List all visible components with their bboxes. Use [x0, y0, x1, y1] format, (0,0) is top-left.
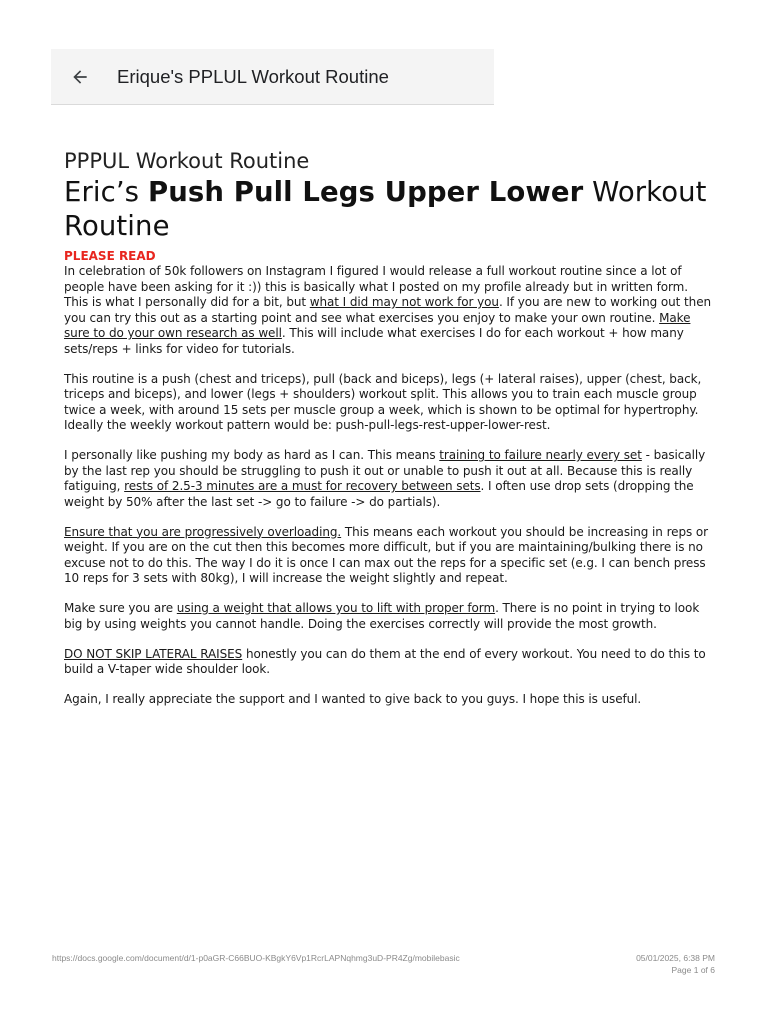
- app-bar: [51, 49, 494, 105]
- text: - basically by the last rep you should be struggling to push it out or unable to push it out at all. Because this is really fatiguing,: [64, 448, 706, 493]
- paragraph-overload: [64, 525, 714, 587]
- underlined-text: rests of 2.5-3 minutes are a must for recovery between sets: [124, 479, 481, 493]
- footer-datetime: 05/01/2025, 6:38 PM: [636, 953, 715, 963]
- document-title: Erique's PPLUL Workout Routine: [117, 65, 389, 87]
- footer-url: https://docs.google.com/document/d/1-p0aGR-C66BUO-KBgkY6Vp1RcrLAPNqhmg3uD-PR4Zg/mobilebasic: [52, 953, 460, 963]
- underlined-text: what I did may not work for you: [309, 295, 499, 309]
- arrow-back-icon: [70, 67, 90, 87]
- please-read-label: PLEASE READ: [64, 249, 156, 263]
- underlined-text: Make sure to do your own research as well: [64, 310, 691, 340]
- text: . This will include what exercises I do for each workout + how many sets/reps + links for video for tutorials.: [64, 326, 684, 356]
- doc-subtitle: PPPUL Workout Routine: [64, 149, 310, 173]
- back-button[interactable]: [67, 64, 93, 90]
- footer-page-number: Page 1 of 6: [671, 964, 715, 975]
- title-bold: Push Pull Legs Upper Lower: [147, 176, 584, 208]
- text: This means each workout you should be increasing in reps or weight. If you are on the cut then this becomes more difficult, but if you are maintaining/bulking there is no excuse not to do this. The way I do it is once I can max out the reps for a specific set (e.g. I can bench press 10 reps for 3 sets with 80kg), I will increase the weight slightly and repeat.: [64, 524, 709, 585]
- text: . If you are new to working out then you can try this out as a starting point and see what exercises you enjoy to make your own routine.: [64, 295, 712, 325]
- paragraph-thanks: Again, I really appreciate the support and I wanted to give back to you guys. I hope this is useful.: [64, 692, 642, 706]
- underlined-text: DO NOT SKIP LATERAL RAISES: [64, 646, 243, 661]
- paragraph-form: [64, 601, 714, 632]
- paragraph-lateral-raises: [64, 647, 714, 678]
- text: honestly you can do them at the end of every workout. You need to do this to build a V-taper wide shoulder look.: [64, 646, 706, 676]
- paragraph-split: This routine is a push (chest and triceps), pull (back and biceps), legs (+ lateral raises), upper (chest, back, triceps and biceps), and lower (legs + shoulders) workout split. This allows you to train each muscle group twice a week, with around 15 sets per muscle group a week, which is shown to be optimal for hypertrophy. Ideally the weekly workout pattern would be: push-pull-legs-rest-upper-lower-rest.: [64, 371, 702, 432]
- document-body: [64, 148, 714, 722]
- title-suffix: Workout Routine: [64, 176, 707, 242]
- doc-title: [64, 175, 714, 243]
- underlined-text: Ensure that you are progressively overloading.: [64, 524, 342, 539]
- paragraph-intro: [64, 264, 714, 357]
- paragraph-failure: [64, 448, 714, 510]
- text: I personally like pushing my body as hard as I can. This means: [64, 448, 440, 462]
- text: . I often use drop sets (dropping the weight by 50% after the last set -> go to failure -> do partials).: [64, 479, 694, 509]
- underlined-text: training to failure nearly every set: [439, 448, 642, 462]
- title-prefix: Eric’s: [64, 176, 148, 208]
- text: In celebration of 50k followers on Instagram I figured I would release a full workout routine since a lot of people have been asking for it :)) this is basically what I posted on my profile already but in written form. This is what I personally did for a bit, but: [64, 264, 689, 309]
- underlined-text: using a weight that allows you to lift with proper form: [176, 601, 496, 615]
- text: Make sure you are: [64, 601, 177, 615]
- text: . There is no point in trying to look big by using weights you cannot handle. Doing the exercises correctly will provide the most growth.: [64, 601, 700, 631]
- footer-meta: [636, 953, 715, 976]
